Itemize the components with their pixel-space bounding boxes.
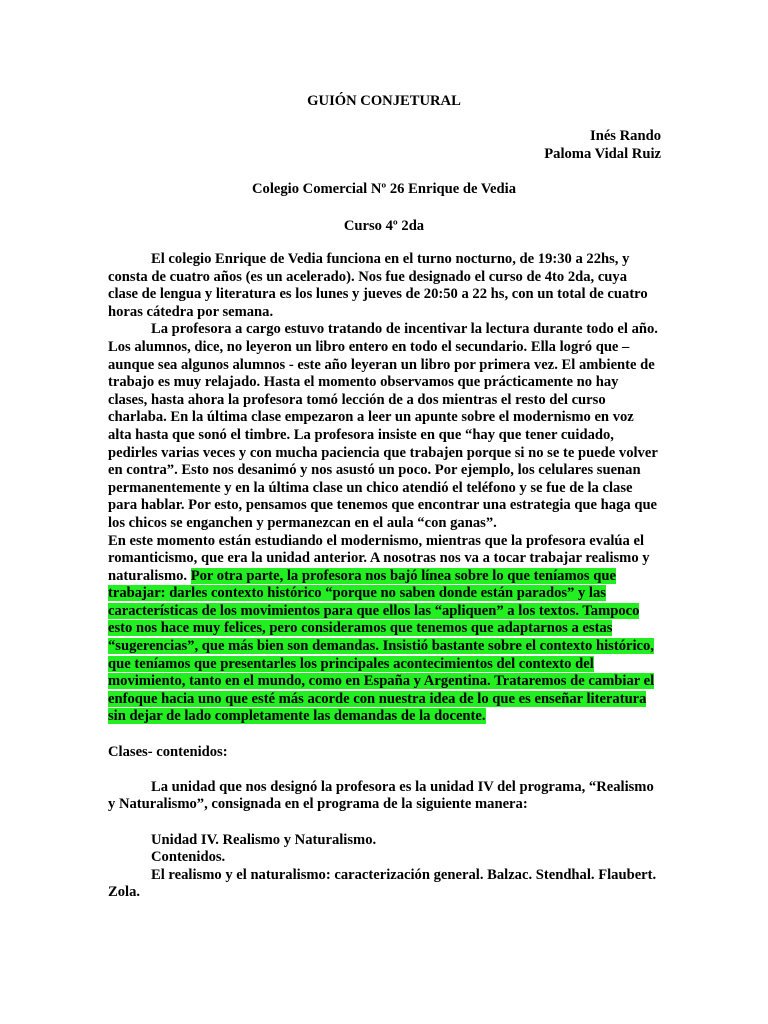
unit-contents-label: Contenidos. [151,849,226,866]
author-1: Inés Rando [590,128,661,144]
paragraph-teacher: La profesora a cargo estuvo tratando de incentivar la lectura durante todo el año. Los alumnos, dice, no leyeron un libro entero en todo el secundario. Ella logró que – aunque sea algunos alumnos - este año leyeran un libro por primera vez. El ambiente de trabajo es muy relajado. Hasta el momento observamos que prácticamente no hay clases, hasta ahora la profesora tomó lección de a dos mientras el resto del curso charlaba. En la última clase empezaron a leer un apunte sobre el modernismo en voz alta hasta que sonó el timbre. La profesora insiste en que “hay que tener cuidado, pedirles varias veces y con mucha paciencia que trabajen porque si no se te puede volver en contra”. Esto nos desanimó y nos asustó un poco. Por ejemplo, los celulares suenan permanentemente y en la última clase un chico atendió el teléfono y se fue de la clase para hablar. Por esto, pensamos que tenemos que encontrar una estrategia que haga que los chicos se enganchen y permanezcan en el aula “con ganas”. [108,321,658,531]
paragraph-content [108,533,660,727]
paragraph-content-plain: En este momento están estudiando el modernismo, mientras que la profesora evalúa el romanticismo, que era la unidad anterior. A nosotras nos va a tocar trabajar realismo y naturalismo. [108,532,650,584]
course-name: Curso 4º 2da [343,218,425,234]
unit-contents-text: El realismo y el naturalismo: caracterización general. Balzac. Stendhal. Flaubert. Zola. [108,866,657,901]
highlighted-text: Por otra parte, la profesora nos bajó línea sobre lo que teníamos que trabajar: darles contexto histórico “porque no saben donde están parados” y las características de los movimientos para que ellos las “apliquen” a los textos. Tampoco esto nos hace muy felices, pero consideramos que tenemos que adaptarnos a estas “sugerencias”, que más bien son demandas. Insistió bastante sobre el contexto histórico, que teníamos que presentarles los principales acontecimientos del contexto del movimiento, tanto en el mundo, como en España y Argentina. Trataremos de cambiar el enfoque hacia uno que esté más acorde con nuestra idea de lo que es enseñar literatura sin dejar de lado completamente las demandas de la docente. [108,567,655,725]
paragraph-unit-intro: La unidad que nos designó la profesora es la unidad IV del programa, “Realismo y Naturalismo”, consignada en el programa de la siguiente manera: [108,778,654,813]
section-heading: Clases- contenidos: [108,743,228,760]
unit-title: Unidad IV. Realismo y Naturalismo. [151,831,377,848]
author-2: Paloma Vidal Ruiz [544,146,661,162]
paragraph-schedule: El colegio Enrique de Vedia funciona en el turno nocturno, de 19:30 a 22hs, y consta de cuatro años (es un acelerado). Nos fue designado el curso de 4to 2da, cuya clase de lengua y literatura es los lunes y jueves de 20:50 a 22 hs, con un total de cuatro horas cátedra por semana. [108,251,648,320]
school-name: Colegio Comercial Nº 26 Enrique de Vedia [252,181,516,197]
document-body [108,251,660,902]
document-title: GUIÓN CONJETURAL [307,93,461,109]
